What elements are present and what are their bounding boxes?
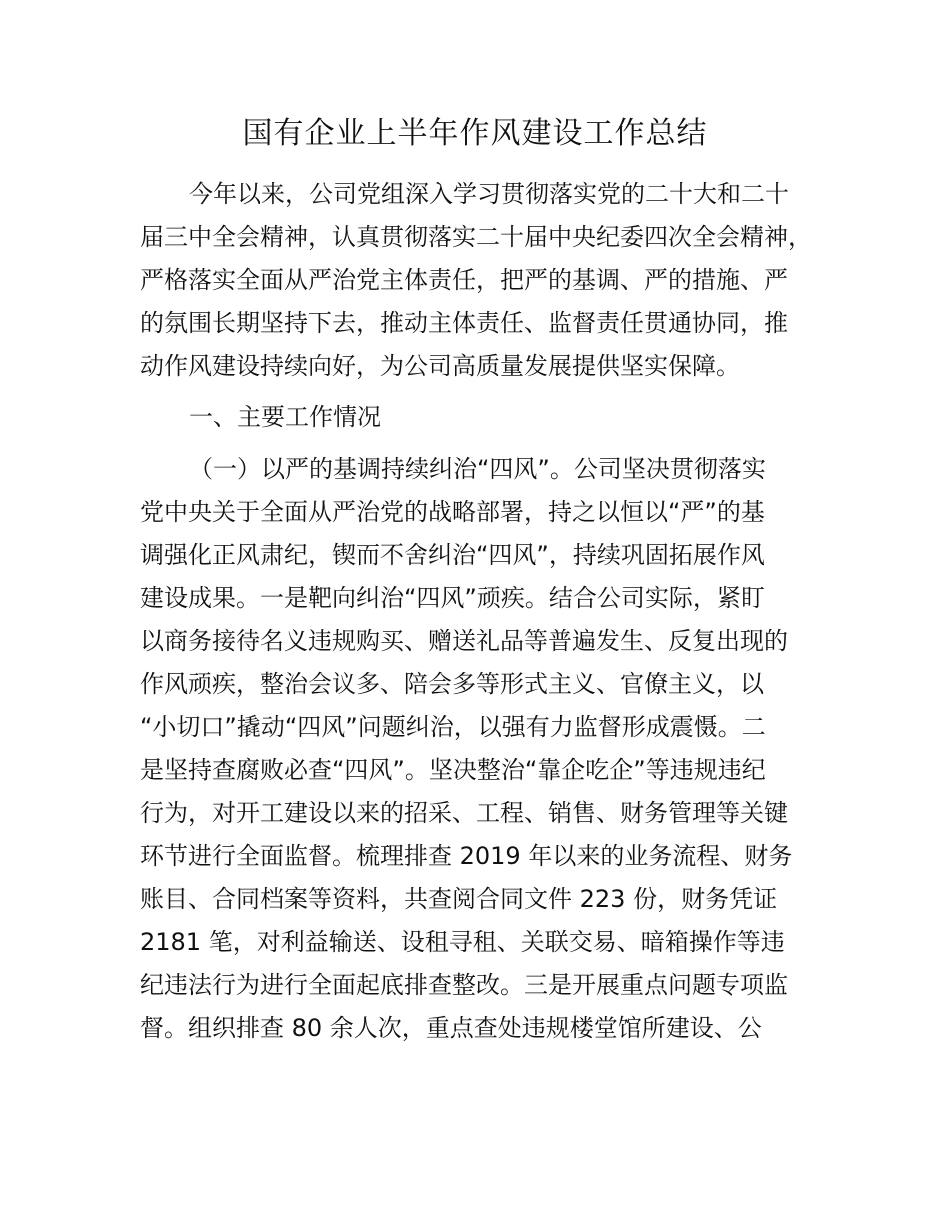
- document-title: 国有企业上半年作风建设工作总结: [242, 116, 708, 151]
- paragraph2-line: 调强化正风肃纪，锲而不舍纠治“四风”，持续巩固拓展作风: [140, 541, 765, 569]
- paragraph1-line: 动作风建设持续向好，为公司高质量发展提供坚实保障。: [140, 352, 740, 380]
- paragraph2-line: 纪违法行为进行全面起底排查整改。三是开展重点问题专项监: [140, 971, 788, 999]
- paragraph2-line: 党中央关于全面从严治党的战略部署，持之以恒以“严”的基: [140, 498, 765, 526]
- paragraph1-line: 届三中全会精神，认真贯彻落实二十届中央纪委四次全会精神，: [140, 223, 812, 251]
- paragraph2-line: 环节进行全面监督。梳理排查 2019 年以来的业务流程、财务: [140, 842, 793, 870]
- paragraph1-line: 的氛围长期坚持下去，推动主体责任、监督责任贯通协同，推: [140, 309, 788, 337]
- paragraph2-line: （一）以严的基调持续纠治“四风”。公司坚决贯彻落实: [189, 455, 766, 483]
- paragraph2-line: 账目、合同档案等资料，共查阅合同文件 223 份，财务凭证: [140, 885, 778, 913]
- paragraph2-line: 行为，对开工建设以来的招采、工程、销售、财务管理等关键: [140, 799, 788, 827]
- paragraph2-line: 以商务接待名义违规购买、赠送礼品等普遍发生、反复出现的: [140, 627, 788, 655]
- paragraph2-line: 建设成果。一是靶向纠治“四风”顽疾。结合公司实际，紧盯: [140, 584, 765, 612]
- paragraph1-line: 严格落实全面从严治党主体责任，把严的基调、严的措施、严: [140, 266, 788, 294]
- paragraph1-line: 今年以来，公司党组深入学习贯彻落实党的二十大和二十: [189, 180, 789, 208]
- paragraph2-line: “小切口”撬动“四风”问题纠治，以强有力监督形成震慑。二: [140, 713, 766, 741]
- paragraph2-line: 作风顽疾，整治会议多、陪会多等形式主义、官僚主义，以: [140, 670, 764, 698]
- paragraph2-line: 督。组织排查 80 余人次，重点查处违规楼堂馆所建设、公: [140, 1014, 762, 1042]
- section-heading: 一、主要工作情况: [189, 403, 381, 431]
- paragraph2-line: 是坚持查腐败必查“四风”。坚决整治“靠企吃企”等违规违纪: [140, 756, 766, 784]
- paragraph2-line: 2181 笔，对利益输送、设租寻租、关联交易、暗箱操作等违: [140, 928, 785, 956]
